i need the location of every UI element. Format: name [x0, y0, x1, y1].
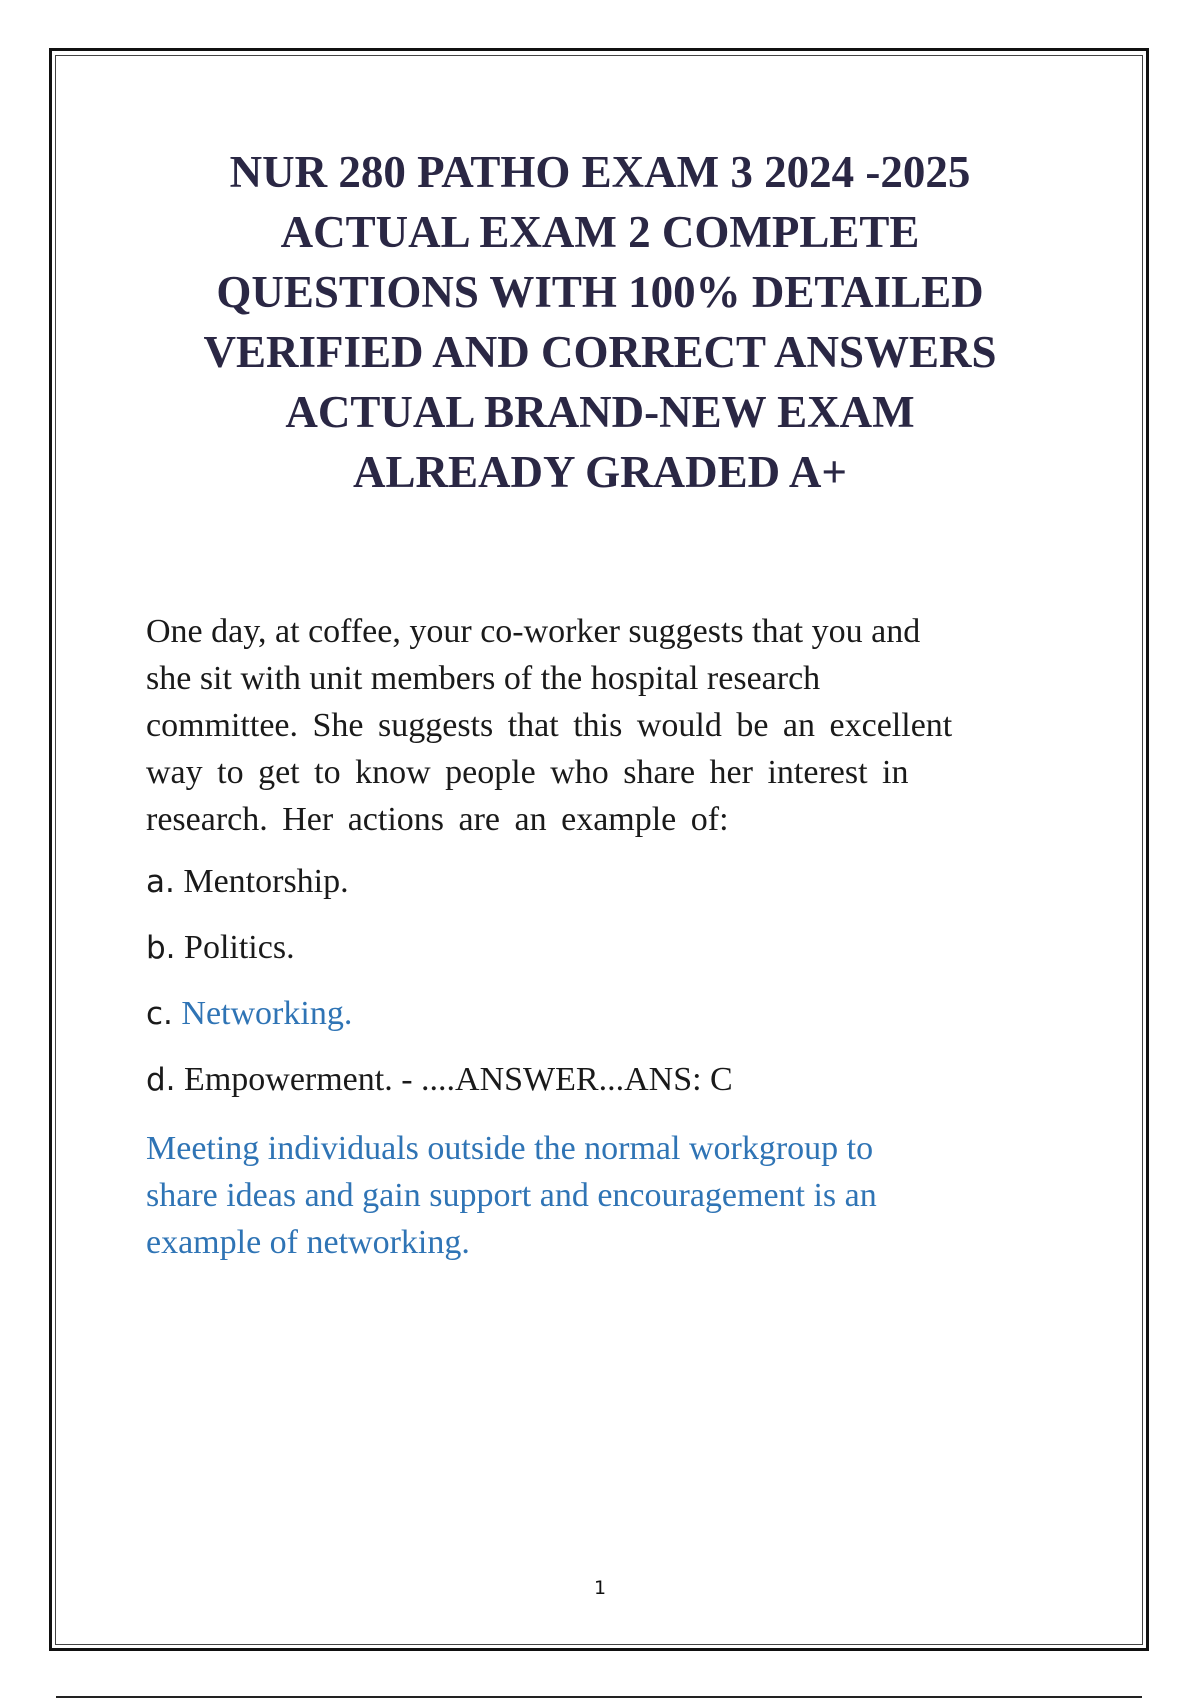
option-text: Politics. [184, 929, 295, 966]
answer-explanation [146, 1125, 1046, 1266]
title-line: ACTUAL BRAND-NEW EXAM [285, 387, 915, 437]
title-line: QUESTIONS WITH 100% DETAILED [216, 267, 984, 317]
explanation-line: example of networking. [146, 1224, 470, 1261]
title-line: VERIFIED AND CORRECT ANSWERS [203, 327, 997, 377]
question-line: research. Her actions are an example of: [146, 801, 729, 838]
next-page-border-edge [56, 1696, 1142, 1698]
question-text [146, 608, 1046, 843]
question-line: way to get to know people who share her interest in [146, 754, 909, 791]
question-line: she sit with unit members of the hospital research [146, 660, 821, 697]
answer-options [146, 862, 1046, 1126]
option-letter: c. [146, 996, 173, 1032]
question-line: One day, at coffee, your co-worker suggests that you and [146, 613, 921, 650]
title-line: NUR 280 PATHO EXAM 3 2024 -2025 [229, 147, 971, 197]
option-letter: b. [146, 930, 176, 966]
explanation-line: share ideas and gain support and encouragement is an [146, 1177, 877, 1214]
document-title [90, 142, 1110, 502]
option-b [146, 928, 1046, 994]
option-letter: a. [146, 864, 175, 900]
title-line: ALREADY GRADED A+ [352, 447, 847, 497]
option-text: Mentorship. [183, 863, 349, 900]
option-text: Empowerment. - ....ANSWER...ANS: C [184, 1061, 733, 1098]
option-d [146, 1060, 1046, 1126]
option-a [146, 862, 1046, 928]
option-c [146, 994, 1046, 1060]
question-line: committee. She suggests that this would be an excellent [146, 707, 953, 744]
option-text: Networking. [181, 995, 353, 1032]
title-line: ACTUAL EXAM 2 COMPLETE [280, 207, 920, 257]
explanation-line: Meeting individuals outside the normal workgroup to [146, 1130, 874, 1167]
page-number: 1 [593, 1577, 607, 1599]
option-letter: d. [146, 1062, 176, 1098]
